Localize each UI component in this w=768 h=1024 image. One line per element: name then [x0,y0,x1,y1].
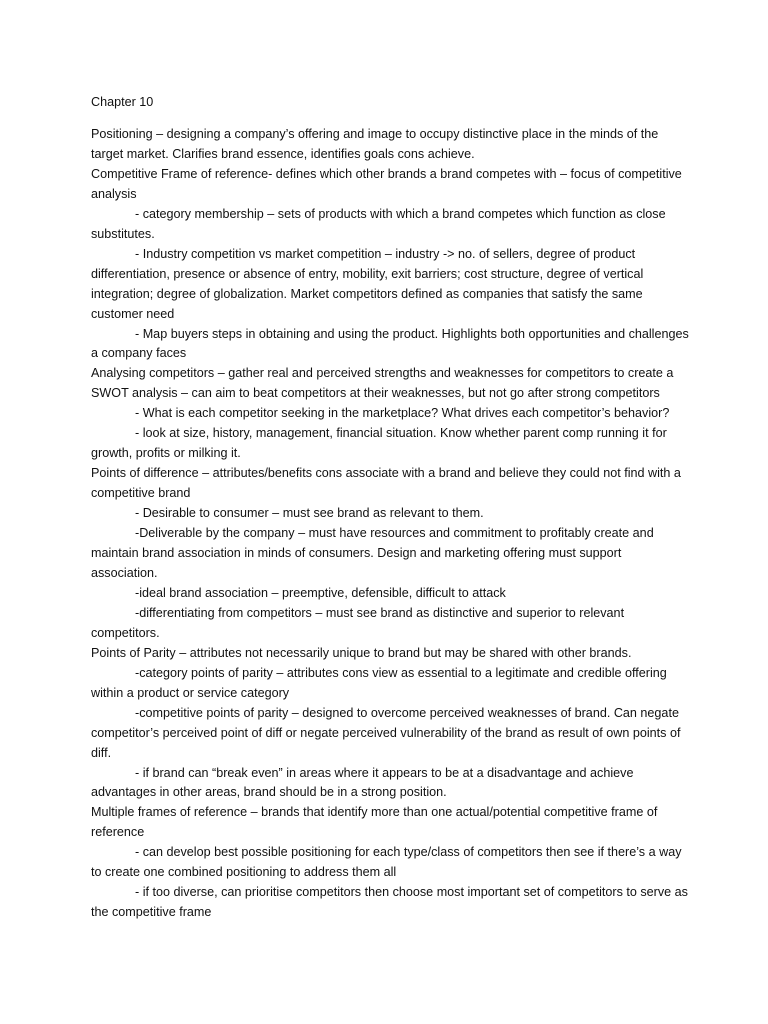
chapter-title: Chapter 10 [91,95,154,109]
paragraph: - look at size, history, management, financial situation. Know whether parent comp running it for growth, profits or milking it. [91,426,667,461]
paragraph: -differentiating from competitors – must see brand as distinctive and superior to relevant competitors. [91,605,625,640]
paragraph: -category points of parity – attributes cons view as essential to a legitimate and credible offering within a product or service category [91,665,667,700]
paragraph: - Industry competition vs market competition – industry -> no. of sellers, degree of product differentiation, presence or absence of entry, mobility, exit barriers; cost structure, degree of vertical integration; degree of globalization. Market competitors defined as companies that satisfy the same customer need [91,246,644,321]
paragraph: -Deliverable by the company – must have resources and commitment to profitably create and maintain brand association in minds of consumers. Design and marketing offering must support association. [91,526,654,580]
paragraph: -competitive points of parity – designed to overcome perceived weaknesses of brand. Can negate competitor’s perceived point of diff or negate perceived vulnerability of the brand as result of own points of diff. [91,705,681,760]
paragraph: Analysing competitors – gather real and perceived strengths and weaknesses for competitors to create a SWOT analysis – can aim to beat competitors at their weaknesses, but not go after strong competitors [91,366,674,401]
paragraph: Positioning – designing a company’s offering and image to occupy distinctive place in the minds of the target market. Clarifies brand essence, identifies goals cons achieve. [91,127,659,161]
paragraph: - can develop best possible positioning for each type/class of competitors then see if there’s a way to create one combined positioning to address them all [91,845,682,880]
paragraph: - category membership – sets of products with which a brand competes which function as close substitutes. [91,206,666,241]
paragraph: Points of Parity – attributes not necessarily unique to brand but may be shared with other brands. [91,645,632,660]
paragraph: Multiple frames of reference – brands that identify more than one actual/potential competitive frame of reference [91,805,658,840]
document-body [91,125,691,923]
paragraph: - if brand can “break even” in areas where it appears to be at a disadvantage and achieve advantages in other areas, brand should be in a strong position. [91,765,634,800]
paragraph: Points of difference – attributes/benefits cons associate with a brand and believe they could not find with a competitive brand [91,466,681,501]
paragraph: -ideal brand association – preemptive, defensible, difficult to attack [135,585,506,600]
paragraph: Competitive Frame of reference- defines which other brands a brand competes with – focus of competitive analysis [91,166,682,201]
paragraph: - Desirable to consumer – must see brand as relevant to them. [135,506,484,521]
paragraph: - Map buyers steps in obtaining and using the product. Highlights both opportunities and challenges a company faces [91,326,689,361]
paragraph: - if too diverse, can prioritise competitors then choose most important set of competitors to serve as the competitive frame [91,885,688,920]
paragraph: - What is each competitor seeking in the marketplace? What drives each competitor’s behavior? [135,406,670,421]
